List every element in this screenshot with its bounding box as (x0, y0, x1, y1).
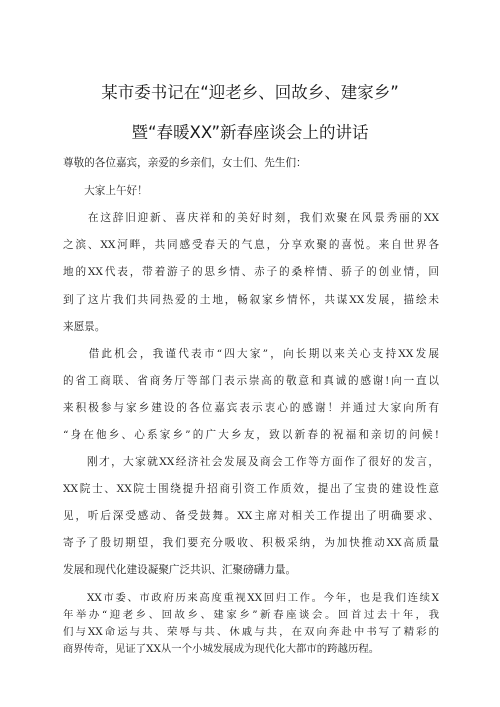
paragraph-line: 之滨、XX河畔，共同感受春天的气息，分享欢聚的喜悦。来自世界各 (63, 239, 439, 251)
paragraph-line: 借此机会，我谨代表市“四大家”，向长期以来关心支持XX发展 (63, 348, 439, 360)
paragraph-line: 年举办“迎老乡、回故乡、建家乡”新春座谈会。回首过去十年，我 (63, 609, 439, 621)
paragraph-line: XX市委、市政府历来高度重视XX回归工作。今年，也是我们连续X (63, 592, 439, 604)
paragraph-line: 来积极参与家乡建设的各位嘉宾表示衷心的感谢！并通过大家向所有 (63, 402, 439, 414)
paragraph-line: 见，听后深受感动、备受鼓舞。XX主席对相关工作提出了明确要求、 (63, 510, 439, 522)
paragraph-line: 刚才，大家就XX经济社会发展及商会工作等方面作了很好的发言， (63, 456, 439, 468)
paragraph-line: XX院士、XX院士围绕提升招商引资工作质效，提出了宝贵的建设性意 (63, 483, 439, 495)
paragraph-line: 们与XX命运与共、荣辱与共、休戚与共，在双向奔赴中书写了精彩的 (63, 626, 439, 638)
paragraph-line: 的省工商联、省商务厅等部门表示崇高的敬意和真诚的感谢!向一直以 (63, 375, 439, 387)
document-title-line-2: 暨“春暖XX”新春座谈会上的讲话 (131, 123, 369, 142)
paragraph-line: 发展和现代化建设凝聚广泛共识、汇聚磅礴力量。 (63, 564, 297, 576)
document-title-line-1: 某市委书记在“迎老乡、回故乡、建家乡” (101, 83, 399, 102)
paragraph-line: 寄予了殷切期望，我们要充分吸收、积极采纳，为加快推动XX高质量 (63, 537, 439, 549)
paragraph-line: 地的XX代表，带着游子的思乡情、赤子的桑梓情、骄子的创业情，回 (63, 266, 439, 278)
greeting: 大家上午好！ (63, 185, 148, 197)
salutation: 尊敬的各位嘉宾，亲爱的乡亲们，女士们、先生们： (63, 157, 307, 169)
paragraph-line: 商界传奇，见证了XX从一个小城发展成为现代化大都市的跨越历程。 (63, 643, 380, 655)
paragraph-line: 来愿景。 (63, 321, 106, 333)
paragraph-line: 在这辞旧迎新、喜庆祥和的美好时刻，我们欢聚在风景秀丽的XX (63, 212, 439, 224)
paragraph-line: 到了这片我们共同热爱的土地，畅叙家乡情怀，共谋XX发展，描绘未 (63, 294, 439, 306)
paragraph-line: “身在他乡、心系家乡”的广大乡友，致以新春的祝福和亲切的问候! (63, 429, 439, 441)
